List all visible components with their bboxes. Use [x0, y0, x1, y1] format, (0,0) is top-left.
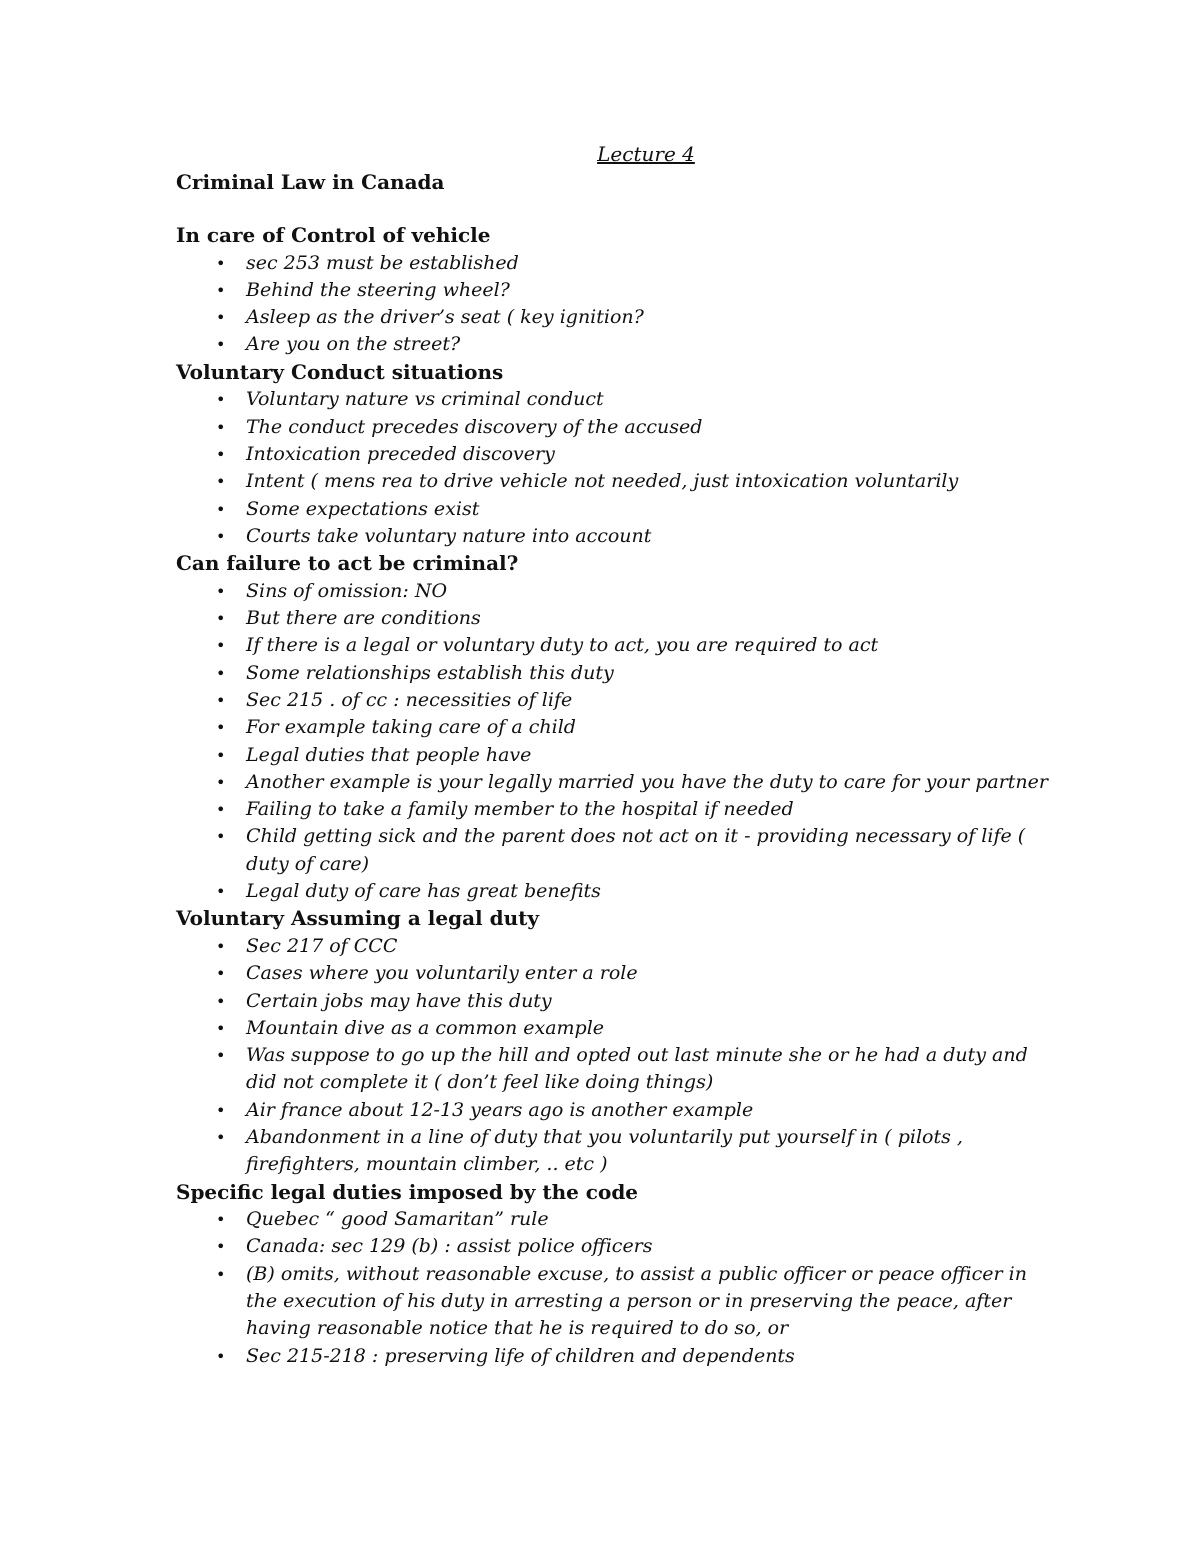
list-item: [176, 960, 1056, 987]
list-item: [176, 523, 1056, 550]
list-item: [176, 496, 1056, 523]
bullet-text: Asleep as the driver’s seat ( key ignition?: [246, 306, 644, 329]
list-item: [176, 578, 1056, 605]
bullet-icon: •: [216, 745, 226, 765]
bullet-icon: •: [216, 253, 226, 273]
bullet-icon: •: [216, 390, 226, 410]
list-item: [176, 742, 1056, 769]
bullet-icon: •: [216, 1346, 226, 1366]
bullet-text: sec 253 must be established: [246, 251, 519, 274]
list-item: [176, 277, 1056, 304]
section-heading: Can failure to act be criminal?: [176, 551, 519, 576]
bullet-icon: •: [216, 663, 226, 683]
bullet-text: Certain jobs may have this duty: [246, 989, 552, 1012]
bullet-list: [176, 1206, 1056, 1370]
sections-container: [176, 222, 1056, 1370]
list-item: [176, 414, 1056, 441]
bullet-text: Some expectations exist: [246, 497, 480, 520]
bullet-text: If there is a legal or voluntary duty to act, you are required to act: [246, 634, 879, 657]
bullet-text: Cases where you voluntarily enter a role: [246, 962, 638, 985]
list-item: [176, 1042, 1056, 1097]
bullet-icon: •: [216, 1264, 226, 1284]
bullet-icon: •: [216, 499, 226, 519]
list-item: [176, 878, 1056, 905]
bullet-icon: •: [216, 526, 226, 546]
bullet-icon: •: [216, 827, 226, 847]
bullet-text: Voluntary nature vs criminal conduct: [246, 388, 604, 411]
list-item: [176, 1097, 1056, 1124]
bullet-icon: •: [216, 1210, 226, 1230]
document-page: [176, 140, 1056, 1370]
bullet-text: Abandonment in a line of duty that you voluntarily put yourself in ( pilots , firefighters, mountain climber, .. etc ): [246, 1125, 963, 1176]
bullet-text: Legal duties that people have: [246, 743, 532, 766]
bullet-text: Sec 215 . of cc : necessities of life: [246, 688, 573, 711]
bullet-text: But there are conditions: [246, 607, 481, 630]
bullet-icon: •: [216, 936, 226, 956]
bullet-list: [176, 250, 1056, 359]
list-item: [176, 632, 1056, 659]
bullet-list: [176, 933, 1056, 1179]
bullet-icon: •: [216, 1100, 226, 1120]
bullet-text: Another example is your legally married you have the duty to care for your partner: [246, 770, 1048, 793]
bullet-text: Sins of omission: NO: [246, 579, 448, 602]
bullet-text: Legal duty of care has great benefits: [246, 880, 601, 903]
list-item: [176, 605, 1056, 632]
bullet-text: Sec 215-218 : preserving life of children and dependents: [246, 1344, 795, 1367]
bullet-text: Some relationships establish this duty: [246, 661, 614, 684]
list-item: [176, 1343, 1056, 1370]
list-item: [176, 660, 1056, 687]
list-item: [176, 687, 1056, 714]
bullet-list: [176, 386, 1056, 550]
section-heading: In care of Control of vehicle: [176, 223, 491, 247]
bullet-text: Air france about 12-13 years ago is another example: [246, 1098, 754, 1121]
bullet-text: Canada: sec 129 (b) : assist police officers: [246, 1235, 653, 1258]
bullet-text: Behind the steering wheel?: [246, 278, 510, 301]
list-item: [176, 386, 1056, 413]
bullet-text: Child getting sick and the parent does not act on it - providing necessary of life ( duty of care): [246, 825, 1026, 875]
list-item: [176, 933, 1056, 960]
bullet-icon: •: [216, 718, 226, 738]
bullet-list: [176, 578, 1056, 906]
list-item: [176, 1261, 1056, 1343]
bullet-text: Mountain dive as a common example: [246, 1016, 605, 1039]
bullet-icon: •: [216, 772, 226, 792]
list-item: [176, 441, 1056, 468]
bullet-icon: •: [216, 581, 226, 601]
bullet-icon: •: [216, 472, 226, 492]
list-item: [176, 1233, 1056, 1260]
bullet-text: (B) omits, without reasonable excuse, to assist a public officer or peace officer in the execution of his duty in arresting a person or in preserving the peace, after having reasonable notice that he is required to do so, or: [246, 1262, 1027, 1340]
bullet-icon: •: [216, 335, 226, 355]
list-item: [176, 304, 1056, 331]
bullet-icon: •: [216, 882, 226, 902]
bullet-icon: •: [216, 1018, 226, 1038]
list-item: [176, 769, 1056, 796]
list-item: [176, 250, 1056, 277]
bullet-text: Intoxication preceded discovery: [246, 442, 555, 465]
list-item: [176, 331, 1056, 358]
bullet-text: Failing to take a family member to the hospital if needed: [246, 798, 794, 821]
bullet-icon: •: [216, 690, 226, 710]
document-title: Criminal Law in Canada: [176, 170, 445, 194]
bullet-text: For example taking care of a child: [246, 716, 576, 739]
bullet-icon: •: [216, 800, 226, 820]
list-item: [176, 823, 1056, 878]
bullet-icon: •: [216, 1127, 226, 1147]
list-item: [176, 988, 1056, 1015]
bullet-icon: •: [216, 964, 226, 984]
lecture-title: Lecture 4: [597, 142, 695, 166]
bullet-text: Are you on the street?: [246, 333, 461, 356]
section-heading: Voluntary Conduct situations: [176, 359, 504, 384]
list-item: [176, 1015, 1056, 1042]
bullet-icon: •: [216, 444, 226, 464]
section-heading: Voluntary Assuming a legal duty: [176, 906, 539, 931]
bullet-text: The conduct precedes discovery of the accused: [246, 415, 703, 438]
bullet-icon: •: [216, 417, 226, 437]
bullet-icon: •: [216, 1046, 226, 1066]
section-heading: Specific legal duties imposed by the code: [176, 1179, 639, 1204]
list-item: [176, 468, 1056, 495]
bullet-icon: •: [216, 280, 226, 300]
list-item: [176, 796, 1056, 823]
bullet-icon: •: [216, 636, 226, 656]
bullet-text: Was suppose to go up the hill and opted out last minute she or he had a duty and did not complete it ( don’t feel like doing things): [246, 1044, 1028, 1094]
list-item: [176, 714, 1056, 741]
bullet-text: Courts take voluntary nature into account: [246, 524, 652, 547]
bullet-text: Quebec “ good Samaritan” rule: [246, 1208, 549, 1231]
bullet-icon: •: [216, 1237, 226, 1257]
bullet-text: Intent ( mens rea to drive vehicle not needed, just intoxication voluntarily: [246, 470, 959, 493]
bullet-text: Sec 217 of CCC: [246, 934, 398, 957]
list-item: [176, 1124, 1056, 1179]
bullet-icon: •: [216, 308, 226, 328]
list-item: [176, 1206, 1056, 1233]
bullet-icon: •: [216, 609, 226, 629]
bullet-icon: •: [216, 991, 226, 1011]
